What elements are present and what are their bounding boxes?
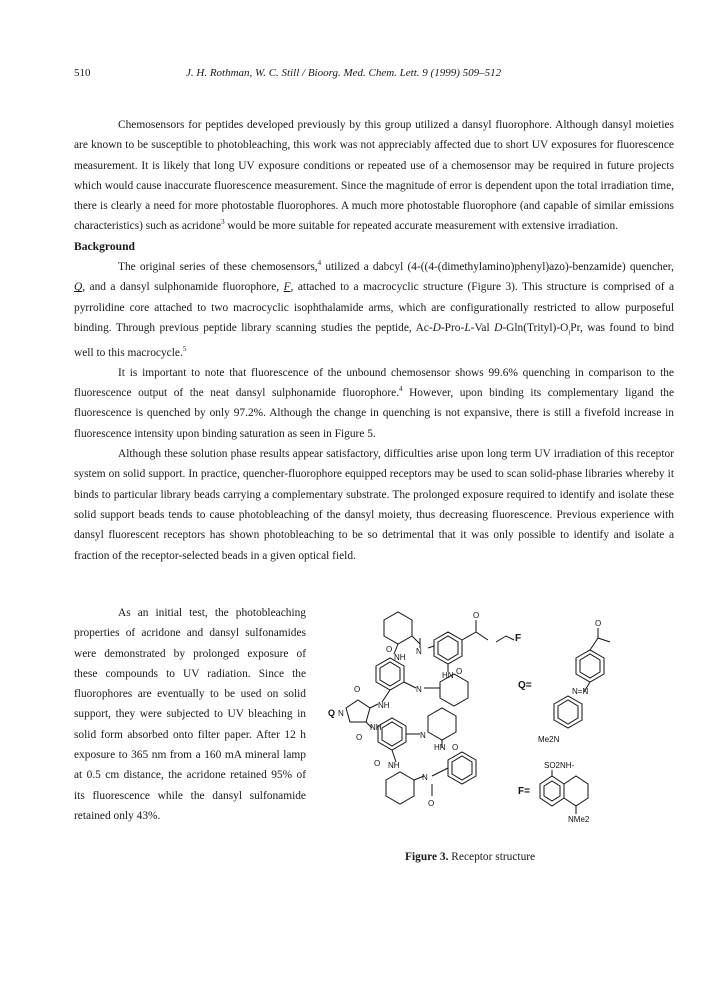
atom-label-n: N [422, 773, 428, 782]
running-head: J. H. Rothman, W. C. Still / Bioorg. Med. Chem. Lett. 9 (1999) 509–512 [186, 67, 502, 79]
atom-label-nh: NH [378, 701, 390, 710]
atom-label-o: O [356, 733, 363, 742]
atom-label-o: O [428, 799, 435, 808]
label-q-definition: Q= [518, 680, 532, 691]
figure-caption-label: Figure 3. [405, 851, 449, 863]
atom-label-n: N [416, 685, 422, 694]
figure-caption [405, 851, 535, 863]
atom-label-o: O [473, 611, 480, 620]
atom-label-n: N [420, 731, 426, 740]
atom-label-q: Q [328, 708, 336, 718]
atom-label-n: N [338, 709, 344, 718]
paragraph-background-1: The original series of these chemosensors,$^4$ utilized a dabcyl (4-((4-(dimethylamino)phenyl)azo)-benzamide) quencher, Q, and a dansyl sulphonamide fluorophore, F, attached to a macrocyclic structure (Figure 3). This structure is comprised of a pyrrolidine core attached to two macrocyclic isophthalamide arms, which are configurationally restricted to allow purposeful binding. Through previous peptide library scanning studies the peptide, Ac-D-Pro-L-Val $D-Gln(Trityl)-O_iPr$, was found to bind well to this macrocycle.$^5$ [74, 259, 674, 359]
atom-label-nh: NH [394, 653, 406, 662]
figure-caption-text: Receptor structure [448, 851, 536, 863]
atom-label-hn: HN [434, 743, 446, 752]
paragraph-background-3: Although these solution phase results appear satisfactory, difficulties arise upon long term UV irradiation of this receptor system on solid support. In practice, quencher-fluorophore equipped receptors may be used to scan solid-phase libraries whereby it binds to particular library beads carrying a complementary substrate. The prolonged exposure required to identify and isolate these solid support beads tends to cause photobleaching of the dansyl moiety, thus decreasing fluorescence. Previous experience with dansyl fluorescent receptors has shown photobleaching to be so detrimental that it was only possible to identify and isolate a fraction of the receptor-selected beads in a given optical field. [74, 448, 674, 562]
atom-label-o: O [386, 645, 393, 654]
running-header [74, 67, 674, 83]
atom-label-o: O [456, 667, 463, 676]
atom-label-f: F [515, 633, 522, 644]
atom-label-o: O [452, 743, 459, 752]
paragraph-photobleaching: As an initial test, the photobleaching properties of acridone and dansyl sulfonamides were demonstrated by prolonged exposure of these compounds to UV radiation. Since the fluorophores are eventually to be used on solid support, they were subjected to UV bleaching in solid form absorbed onto filter paper. After 12 h exposure to 365 nm from a 160 mA mineral lamp at 0.5 cm distance, the acridone retained 95% of its fluorescence while the dansyl sulfonamide retained only 43%. [74, 607, 306, 822]
receptor-structure-figure [316, 608, 672, 868]
atom-label-me2n: Me2N [538, 735, 560, 744]
atom-label-o: O [374, 759, 381, 768]
label-f-definition: F= [518, 786, 530, 797]
atom-label-n: N [416, 647, 422, 656]
atom-label-so2nh: SO2NH- [544, 761, 575, 770]
paragraph-background-2: It is important to note that fluorescence of the unbound chemosensor shows 99.6% quenching in comparison to the fluorescence output of the neat dansyl sulphonamide fluorophore.$^4$ However, upon binding its complementary ligand the fluorescence is quenched by only 97.2%. Although the change in quenching is not expansive, there is still a fivefold increase in fluorescence intensity upon binding saturation as seen in Figure 5. [74, 366, 675, 440]
atom-label-o: O [595, 619, 602, 628]
chemical-structure-drawing [316, 608, 672, 848]
left-column-text [74, 603, 306, 826]
main-text [74, 115, 674, 566]
atom-label-nh: NH [370, 723, 382, 732]
atom-label-nme2: NMe2 [568, 815, 590, 824]
atom-label-azo: N=N [572, 687, 589, 696]
page-number: 510 [74, 67, 91, 79]
paragraph-intro: Chemosensors for peptides developed previously by this group utilized a dansyl fluorophore. Although dansyl moieties are known to be susceptible to photobleaching, this work was not appreciably affected due to short UV exposures for fluorescence measurement. It is likely that long UV exposure conditions or repeated use of a chemosensor may be required in future projects which would cause inaccurate fluorescence measurement. Since the magnitude of error is dependent upon the total irradiation time, there is clearly a need for more photostable fluorophores. A much more photostable fluorophore (and capable of similar emissions characteristics) such as acridone$^3$ would be more suitable for repeated accurate measurement with extensive irradiation. [74, 119, 674, 233]
atom-label-o: O [354, 685, 361, 694]
atom-label-nh: NH [388, 761, 400, 770]
atom-label-hn: HN [442, 671, 454, 680]
section-heading: Background [74, 239, 135, 253]
